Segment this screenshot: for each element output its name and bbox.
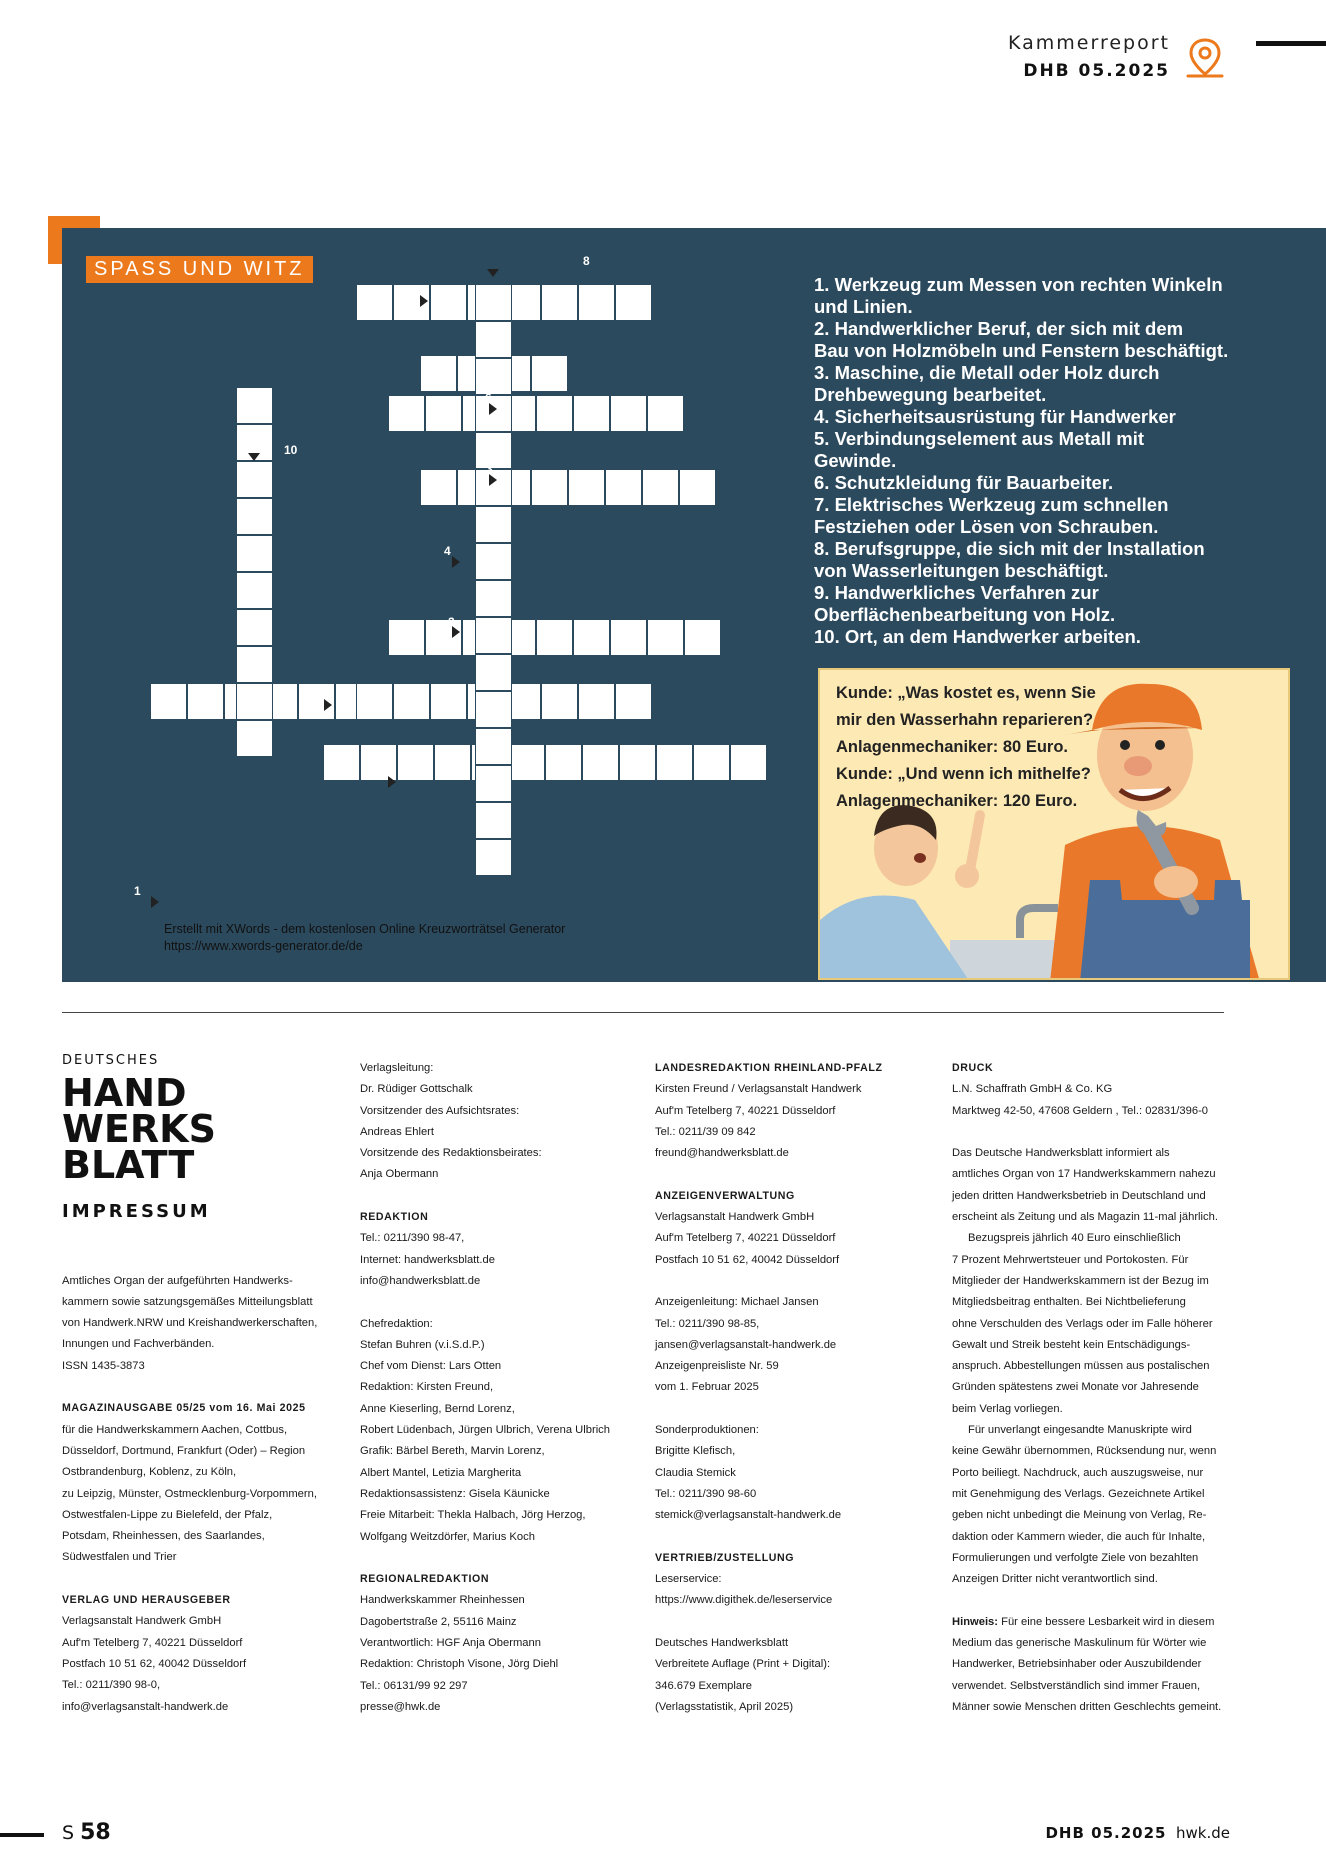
crossword-cell[interactable] <box>236 572 273 609</box>
crossword-cell[interactable] <box>236 646 273 683</box>
joke-cartoon <box>818 668 1290 980</box>
joke-text <box>836 680 1116 815</box>
text-line: keine Gewähr übernommen, Rücksendung nur, wenn <box>952 1445 1217 1458</box>
section-title: Kammerreport <box>1008 32 1170 54</box>
crossword-cell[interactable] <box>393 683 430 720</box>
website-link[interactable]: https://www.digithek.de/leserservice <box>655 1594 833 1607</box>
crossword-cell[interactable] <box>323 744 360 781</box>
crossword-cell[interactable] <box>388 619 425 656</box>
text-line: Auf'm Tetelberg 7, 40221 Düsseldorf <box>62 1636 243 1649</box>
text-line: Potsdam, Rheinhessen, des Saarlandes, <box>62 1530 265 1543</box>
crossword-cell[interactable] <box>475 691 512 728</box>
email-link[interactable]: info@handwerksblatt.de <box>360 1274 481 1287</box>
text-line: Redaktionsassistenz: Gisela Käunicke <box>360 1487 550 1500</box>
issue-label: DHB 05.2025 <box>1023 61 1170 81</box>
text-line: Postfach 10 51 62, 40042 Düsseldorf <box>62 1657 247 1670</box>
crossword-cell[interactable] <box>236 535 273 572</box>
crossword-cell[interactable] <box>430 284 467 321</box>
clue-line: Drehbewegung bearbeitet. <box>814 384 1047 405</box>
crossword-cell[interactable] <box>397 744 434 781</box>
crossword-cell[interactable] <box>475 506 512 543</box>
crossword-cell[interactable] <box>568 469 605 506</box>
section-heading: ANZEIGENVERWALTUNG <box>655 1189 795 1202</box>
text-line: Sonderproduktionen: <box>655 1424 759 1437</box>
text-line: vom 1. Februar 2025 <box>655 1381 759 1394</box>
joke-line: Kunde: „Was kostet es, wenn Sie <box>836 684 1096 702</box>
text-line: Tel.: 0211/390 98-47, <box>360 1232 465 1245</box>
text-line: 7 Prozent Mehrwertsteuer und Portokosten. Für <box>952 1253 1189 1266</box>
text-line: Gründen spätestens zwei Monate vor Jahresende <box>952 1381 1199 1394</box>
crossword-cell[interactable] <box>430 683 467 720</box>
clue-number: 10 <box>284 443 298 457</box>
clue-number: 1 <box>134 884 141 898</box>
section-heading: REGIONALREDAKTION <box>360 1573 490 1586</box>
text-line: Tel.: 0211/39 09 842 <box>655 1125 756 1138</box>
header-rule <box>1256 41 1326 46</box>
text-line: Handwerkskammer Rheinhessen <box>360 1594 525 1607</box>
clue-number: 3 <box>486 462 493 476</box>
text-line: verwendet. Selbstverständlich sind immer Frauen, <box>952 1679 1201 1692</box>
text-line <box>952 1612 1221 1633</box>
impressum-column-4 <box>952 1058 1221 1718</box>
impressum-column-2 <box>360 1058 610 1718</box>
text-line: L.N. Schaffrath GmbH & Co. KG <box>952 1083 1113 1096</box>
clue-number: 9 <box>372 765 379 779</box>
crossword-cell[interactable] <box>642 469 679 506</box>
text-line: Auf'm Tetelberg 7, 40221 Düsseldorf <box>655 1232 836 1245</box>
crossword-cell[interactable] <box>615 284 652 321</box>
email-link[interactable]: jansen@verlagsanstalt-handwerk.de <box>655 1338 837 1351</box>
text-line: Albert Mantel, Letizia Margherita <box>360 1466 522 1479</box>
text-line: Formulierungen und verfolgte Ziele von bezahlten <box>952 1551 1199 1564</box>
text-line: 346.679 Exemplare <box>655 1679 753 1692</box>
arrow-right-icon <box>388 776 396 788</box>
text-line: Leserservice: <box>655 1573 722 1586</box>
text-line: kammern sowie satzungsgemäßes Mitteilungsblatt <box>62 1295 313 1308</box>
joke-line: Anlagenmechaniker: 120 Euro. <box>836 792 1078 810</box>
text-line: beim Verlag vorliegen. <box>952 1402 1063 1415</box>
crossword-cell[interactable] <box>541 284 578 321</box>
text-line: Amtliches Organ der aufgeführten Handwerks- <box>62 1274 293 1287</box>
text-line: Redaktion: Kirsten Freund, <box>360 1381 494 1394</box>
text-line: Anzeigen Dritter nicht verantwortlich sind. <box>952 1573 1158 1586</box>
clue-line: Oberflächenbearbeitung von Holz. <box>814 604 1116 625</box>
crossword-cell[interactable] <box>434 744 471 781</box>
hinweis-label: Hinweis: <box>952 1615 999 1628</box>
generator-credit <box>164 921 565 955</box>
crossword-cell[interactable] <box>582 744 619 781</box>
text-line: Anzeigenpreisliste Nr. 59 <box>655 1360 779 1373</box>
clue-line: 9. Handwerkliches Verfahren zur <box>814 582 1099 603</box>
joke-line: Kunde: „Und wenn ich mithelfe? <box>836 765 1091 783</box>
clue-line: 10. Ort, an dem Handwerker arbeiten. <box>814 626 1141 647</box>
crossword-cell[interactable] <box>684 619 721 656</box>
footer-issue: DHB 05.2025 <box>1045 1824 1167 1842</box>
section-heading: VERTRIEB/ZUSTELLUNG <box>655 1551 795 1564</box>
text-line: Medium das generische Maskulinum für Wörter wie <box>952 1637 1207 1650</box>
crossword-cell[interactable] <box>475 765 512 802</box>
crossword-cell[interactable] <box>605 469 642 506</box>
text-line: Männer sowie Menschen dritten Geschlechts gemeint. <box>952 1700 1222 1713</box>
clue-number: 5 <box>414 284 421 298</box>
text-line: Vorsitzende des Redaktionsbeirates: <box>360 1147 542 1160</box>
text-line: Verbreitete Auflage (Print + Digital): <box>655 1658 831 1671</box>
text-line: Ostbrandenburg, Koblenz, zu Köln, <box>62 1466 237 1479</box>
text-line: zu Leipzig, Münster, Ostmecklenburg-Vorpommern, <box>62 1487 317 1500</box>
crossword-cell[interactable] <box>610 619 647 656</box>
text-line: Verlagsleitung: <box>360 1062 434 1074</box>
text-line: Deutsches Handwerksblatt <box>655 1637 789 1650</box>
crossword-cell[interactable] <box>536 395 573 432</box>
clue-line: Festziehen oder Lösen von Schrauben. <box>814 516 1159 537</box>
text-line: Handwerker, Betriebsinhaber oder Auszubildender <box>952 1658 1202 1671</box>
crossword-cell[interactable] <box>187 683 224 720</box>
text-line: Düsseldorf, Dortmund, Frankfurt (Oder) – Region <box>62 1444 306 1457</box>
text-line: Tel.: 0211/390 98-85, <box>655 1317 760 1330</box>
crossword-cell[interactable] <box>356 284 393 321</box>
arrow-down-icon <box>248 453 260 461</box>
text-line: Kirsten Freund / Verlagsanstalt Handwerk <box>655 1083 862 1096</box>
clue-line: 2. Handwerklicher Beruf, der sich mit dem <box>814 318 1184 339</box>
clue-line: Gewinde. <box>814 450 897 471</box>
text-line: Auf'm Tetelberg 7, 40221 Düsseldorf <box>655 1104 836 1117</box>
text-line: Tel.: 0211/390 98-0, <box>62 1679 161 1692</box>
text-line: von Handwerk.NRW und Kreishandwerkerschaften, <box>62 1317 318 1330</box>
text-line: Bezugspreis jährlich 40 Euro einschließlich <box>968 1232 1181 1245</box>
text-line: Claudia Stemick <box>655 1466 736 1479</box>
credit-link[interactable]: https://www.xwords-generator.de/de <box>164 939 363 953</box>
crossword-cell[interactable] <box>425 395 462 432</box>
logo-line: HAND <box>62 1071 187 1116</box>
page-prefix: S <box>62 1822 75 1844</box>
crossword-cell[interactable] <box>236 461 273 498</box>
crossword-cell[interactable] <box>647 395 684 432</box>
text-line: Robert Lüdenbach, Jürgen Ulbrich, Verena Ulbrich <box>360 1424 610 1437</box>
website-link[interactable]: Internet: handwerksblatt.de <box>360 1253 495 1266</box>
text-line: Tel.: 0211/390 98-60 <box>655 1487 757 1500</box>
crossword-cell[interactable] <box>356 683 393 720</box>
text-line: Andreas Ehlert <box>360 1125 435 1138</box>
crossword-cell[interactable] <box>475 358 512 395</box>
crossword-cell[interactable] <box>693 744 730 781</box>
section-heading: LANDESREDAKTION RHEINLAND-PFALZ <box>655 1062 883 1074</box>
crossword-cell[interactable] <box>531 469 568 506</box>
crossword-cell[interactable] <box>545 744 582 781</box>
arrow-right-icon <box>324 699 332 711</box>
crossword-cell[interactable] <box>541 683 578 720</box>
crossword-cell[interactable] <box>647 619 684 656</box>
section-divider <box>62 1012 1224 1013</box>
section-heading: REDAKTION <box>360 1211 429 1224</box>
crossword-cell[interactable] <box>150 683 187 720</box>
clue-number: 7 <box>289 687 296 701</box>
text-line: amtliches Organ von 17 Handwerkskammern nahezu <box>952 1168 1216 1181</box>
text-line: Ostwestfalen-Lippe zu Bielefeld, der Pfalz, <box>62 1508 273 1521</box>
joke-line: Anlagenmechaniker: 80 Euro. <box>836 738 1068 756</box>
handwerksblatt-logo <box>62 1071 317 1188</box>
text-line: Marktweg 42-50, 47608 Geldern , Tel.: 02831/396-0 <box>952 1104 1209 1117</box>
crossword-cell[interactable] <box>573 395 610 432</box>
crossword-cell[interactable] <box>388 395 425 432</box>
crossword-cell[interactable] <box>475 543 512 580</box>
text-line: Gewalt und Streik besteht kein Entschädigungs- <box>952 1338 1191 1351</box>
clue-line: 7. Elektrisches Werkzeug zum schnellen <box>814 494 1169 515</box>
footer-rule <box>0 1833 44 1837</box>
text-line: Redaktion: Christoph Visone, Jörg Diehl <box>360 1658 559 1671</box>
logo-line: WERKS <box>62 1107 216 1152</box>
clue-line: 4. Sicherheitsausrüstung für Handwerker <box>814 406 1176 427</box>
text-line: Stefan Buhren (v.i.S.d.P.) <box>360 1338 485 1351</box>
clue-list <box>814 274 1314 648</box>
crossword-cell[interactable] <box>536 619 573 656</box>
crossword-cell[interactable] <box>531 355 568 392</box>
crossword-cell[interactable] <box>475 284 512 321</box>
credit-text: Erstellt mit XWords - dem kostenlosen Online Kreuzworträtsel Generator <box>164 922 566 936</box>
impressum-title: IMPRESSUM <box>62 1201 211 1223</box>
arrow-right-icon <box>452 626 460 638</box>
crossword-cell[interactable] <box>475 580 512 617</box>
text-line: Chef vom Dienst: Lars Otten <box>360 1360 502 1373</box>
text-line: Chefredaktion: <box>360 1317 433 1330</box>
arrow-right-icon <box>489 403 497 415</box>
text-line: Verlagsanstalt Handwerk GmbH <box>655 1211 815 1224</box>
crossword-cell[interactable] <box>475 321 512 358</box>
crossword-cell[interactable] <box>615 683 652 720</box>
text-line: Mitglieder der Handwerkskammern ist der Bezug im <box>952 1274 1209 1287</box>
text-line: Wolfgang Weitzdörfer, Marius Koch <box>360 1530 535 1543</box>
section-heading: MAGAZINAUSGABE 05/25 vom 16. Mai 2025 <box>62 1402 306 1415</box>
text-line: mit Genehmigung des Verlags. Gezeichnete Artikel <box>952 1487 1205 1500</box>
text-line: (Verlagsstatistik, April 2025) <box>655 1700 794 1713</box>
footer-info <box>1045 1824 1230 1842</box>
crossword-cell[interactable] <box>679 469 716 506</box>
arrow-right-icon <box>151 896 159 908</box>
clue-number: 2 <box>448 615 455 629</box>
text-line: Brigitte Klefisch, <box>655 1445 736 1458</box>
crossword-cell[interactable] <box>475 617 512 654</box>
clue-line: von Wasserleitungen beschäftigt. <box>814 560 1109 581</box>
crossword-cell[interactable] <box>236 720 273 757</box>
text-line: Südwestfalen und Trier <box>62 1551 177 1564</box>
crossword-cell[interactable] <box>578 683 615 720</box>
page-number <box>62 1820 111 1845</box>
text-line: jeden dritten Handwerksbetrieb in Deutschland und <box>952 1189 1206 1202</box>
text-line: ohne Verschulden des Verlags oder im Falle höherer <box>952 1317 1213 1330</box>
clue-line: Bau von Holzmöbeln und Fenstern beschäftigt. <box>814 340 1229 361</box>
section-heading: DRUCK <box>952 1062 994 1074</box>
text-line: Mitgliedsbeitrag enthalten. Bei Nichtbelieferung <box>952 1296 1186 1309</box>
text-line: für die Handwerkskammern Aachen, Cottbus, <box>62 1423 288 1436</box>
text-line: Verantwortlich: HGF Anja Obermann <box>360 1637 541 1650</box>
text-line: Dagobertstraße 2, 55116 Mainz <box>360 1615 517 1628</box>
location-pin-icon <box>1180 36 1230 82</box>
text-line: Für unverlangt eingesandte Manuskripte wird <box>968 1424 1192 1437</box>
puzzle-panel <box>62 228 1326 982</box>
footer-site[interactable]: hwk.de <box>1176 1824 1230 1842</box>
crossword-cell[interactable] <box>475 432 512 469</box>
clue-line: 3. Maschine, die Metall oder Holz durch <box>814 362 1160 383</box>
clue-number: 6 <box>485 391 492 405</box>
crossword-cell[interactable] <box>475 802 512 839</box>
arrow-right-icon <box>452 556 460 568</box>
crossword-cell[interactable] <box>475 654 512 691</box>
arrow-down-icon <box>487 269 499 277</box>
clue-line: 5. Verbindungselement aus Metall mit <box>814 428 1145 449</box>
clue-number: 4 <box>444 544 451 558</box>
text-line: Dr. Rüdiger Gottschalk <box>360 1083 473 1096</box>
crossword-cell[interactable] <box>236 387 273 424</box>
impressum-column-3 <box>655 1058 883 1718</box>
logo-prefix: DEUTSCHES <box>62 1053 160 1068</box>
crossword-cell[interactable] <box>730 744 767 781</box>
puzzle-tag: SPASS UND WITZ <box>86 256 313 283</box>
crossword-cell[interactable] <box>508 744 545 781</box>
crossword-cell[interactable] <box>656 744 693 781</box>
crossword-cell[interactable] <box>619 744 656 781</box>
text-line: Postfach 10 51 62, 40042 Düsseldorf <box>655 1253 840 1266</box>
crossword-cell[interactable] <box>475 728 512 765</box>
text-line: Porto beiliegt. Nachdruck, auch auszugsweise, nur <box>952 1466 1204 1479</box>
crossword-grid <box>62 228 822 982</box>
crossword-cell[interactable] <box>475 839 512 876</box>
crossword-cell[interactable] <box>236 609 273 646</box>
logo-line: BLATT <box>62 1143 195 1188</box>
text-line: Anzeigenleitung: Michael Jansen <box>655 1296 819 1309</box>
text-line: Tel.: 06131/99 92 297 <box>360 1679 468 1692</box>
text-line: geben nicht unbedingt die Meinung von Verlag, Re- <box>952 1509 1207 1522</box>
arrow-right-icon <box>420 295 428 307</box>
text-line: Anne Kieserling, Bernd Lorenz, <box>360 1402 515 1415</box>
impressum-column-1 <box>62 1050 317 1718</box>
crossword-cell[interactable] <box>420 469 457 506</box>
text-line: Verlagsanstalt Handwerk GmbH <box>62 1615 222 1628</box>
email-link[interactable]: stemick@verlagsanstalt-handwerk.de <box>655 1509 842 1522</box>
hinweis-text: Für eine bessere Lesbarkeit wird in diesem <box>998 1615 1215 1628</box>
crossword-cell[interactable] <box>236 498 273 535</box>
text-line: erscheint als Zeitung und als Magazin 11-mal jährlich. <box>952 1211 1218 1224</box>
section-heading: VERLAG UND HERAUSGEBER <box>62 1594 231 1607</box>
crossword-cell[interactable] <box>578 284 615 321</box>
email-link[interactable]: freund@handwerksblatt.de <box>655 1147 789 1160</box>
clue-line: 1. Werkzeug zum Messen von rechten Winkeln <box>814 274 1223 295</box>
text-line: Das Deutsche Handwerksblatt informiert als <box>952 1147 1170 1160</box>
text-line: Anja Obermann <box>360 1168 439 1181</box>
email-link[interactable]: info@verlagsanstalt-handwerk.de <box>62 1700 229 1713</box>
joke-line: mir den Wasserhahn reparieren? <box>836 711 1094 729</box>
text-line: Innungen und Fachverbänden. <box>62 1338 215 1351</box>
crossword-cell[interactable] <box>420 355 457 392</box>
text-line: Freie Mitarbeit: Thekla Halbach, Jörg Herzog, <box>360 1509 586 1522</box>
text-line: Vorsitzender des Aufsichtsrates: <box>360 1104 520 1117</box>
text-line: ISSN 1435-3873 <box>62 1359 145 1372</box>
text-line: Grafik: Bärbel Bereth, Marvin Lorenz, <box>360 1445 545 1458</box>
clue-line: 8. Berufsgruppe, die sich mit der Installation <box>814 538 1205 559</box>
arrow-right-icon <box>489 474 497 486</box>
text-line: anspruch. Abbestellungen müssen aus postalischen <box>952 1360 1210 1373</box>
email-link[interactable]: presse@hwk.de <box>360 1700 441 1713</box>
crossword-cell[interactable] <box>610 395 647 432</box>
crossword-cell[interactable] <box>573 619 610 656</box>
page-value: 58 <box>80 1820 111 1845</box>
clue-line: 6. Schutzkleidung für Bauarbeiter. <box>814 472 1114 493</box>
clue-number: 8 <box>583 254 590 268</box>
clue-line: und Linien. <box>814 296 913 317</box>
text-line: daktion oder Kammern wieder, die auch für Inhalte, <box>952 1530 1206 1543</box>
crossword-cell[interactable] <box>236 683 273 720</box>
